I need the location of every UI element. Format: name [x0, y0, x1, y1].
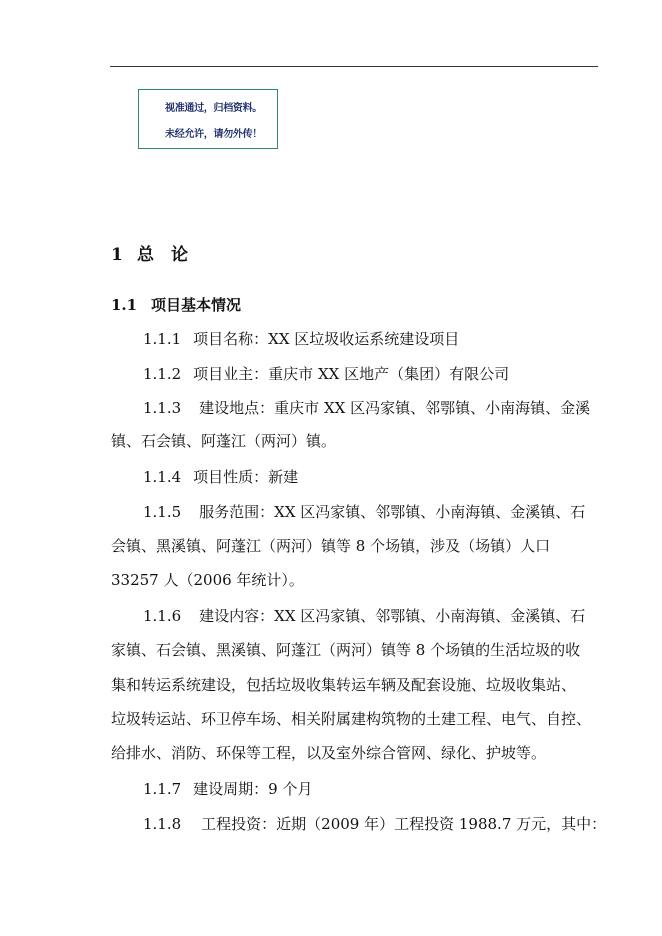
item-1-1-7 [143, 779, 312, 799]
item-1-1-6-cont-4: 给排水、消防、环保等工程，以及室外综合管网、绿化、护坡等。 [111, 744, 547, 762]
item-number: 1.1.1 [143, 330, 182, 348]
chapter-title: 总 论 [137, 245, 188, 265]
item-number: 1.1.3 [143, 399, 182, 417]
stamp-line-2: 未经允许，请勿外传！ [165, 129, 262, 140]
item-1-1-3 [143, 398, 590, 418]
item-1-1-8 [143, 814, 606, 834]
item-1-1-3-cont: 镇、石会镇、阿蓬江（两河）镇。 [111, 432, 337, 450]
item-text: 服务范围：XX 区冯家镇、邻鄂镇、小南海镇、金溪镇、石 [199, 503, 586, 521]
item-number: 1.1.7 [143, 780, 182, 798]
approval-stamp [138, 89, 278, 149]
item-number: 1.1.4 [143, 468, 182, 486]
item-1-1-2 [143, 364, 509, 384]
item-text: 项目业主：重庆市 XX 区地产（集团）有限公司 [193, 365, 510, 383]
chapter-number: 1 [111, 245, 123, 265]
item-number: 1.1.2 [143, 365, 182, 383]
header-rule [110, 66, 598, 67]
item-1-1-6-cont-1: 家镇、石会镇、黑溪镇、阿蓬江（两河）镇等 8 个场镇的生活垃圾的收 [111, 641, 581, 659]
section-number: 1.1 [111, 296, 138, 314]
item-number: 1.1.5 [143, 503, 182, 521]
item-text: 建设内容：XX 区冯家镇、邻鄂镇、小南海镇、金溪镇、石 [199, 607, 586, 625]
item-number: 1.1.8 [143, 815, 182, 833]
item-text: 项目名称：XX 区垃圾收运系统建设项目 [193, 330, 460, 348]
section-heading [111, 294, 241, 315]
item-text: 项目性质：新建 [193, 468, 299, 486]
item-1-1-6 [143, 606, 585, 626]
item-text: 建设地点：重庆市 XX 区冯家镇、邻鄂镇、小南海镇、金溪 [199, 399, 591, 417]
item-1-1-5 [143, 502, 585, 522]
item-1-1-4 [143, 467, 298, 487]
item-1-1-5-cont-2: 33257 人（2006 年统计）。 [111, 571, 304, 589]
item-text: 工程投资：近期（2009 年）工程投资 1988.7 万元，其中： [201, 815, 607, 833]
item-1-1-1 [143, 329, 459, 349]
item-1-1-5-cont-1: 会镇、黑溪镇、阿蓬江（两河）镇等 8 个场镇，涉及（场镇）人口 [111, 537, 551, 555]
section-title: 项目基本情况 [151, 296, 242, 314]
item-1-1-6-cont-2: 集和转运系统建设，包括垃圾收集转运车辆及配套设施、垃圾收集站、 [111, 676, 577, 694]
item-1-1-6-cont-3: 垃圾转运站、环卫停车场、相关附属建构筑物的土建工程、电气、自控、 [111, 710, 592, 728]
chapter-heading [111, 240, 188, 265]
item-number: 1.1.6 [143, 607, 182, 625]
stamp-line-1: 视准通过，归档资料。 [165, 103, 262, 114]
item-text: 建设周期：9 个月 [193, 780, 313, 798]
